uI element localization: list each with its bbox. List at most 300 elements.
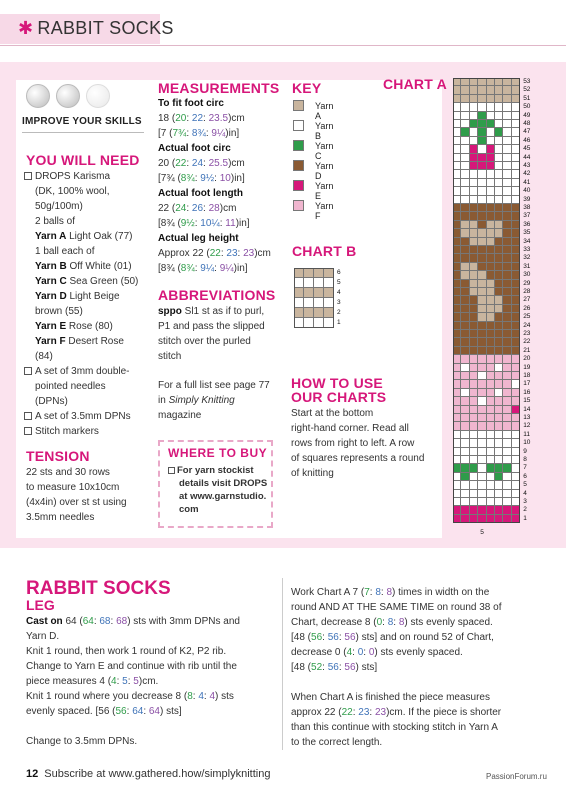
pattern-line	[291, 675, 553, 690]
text-run: 56	[344, 632, 356, 643]
cast-on-label: Cast on	[26, 616, 63, 627]
text-run: 0	[357, 647, 364, 658]
row-number: 48	[523, 120, 531, 127]
text-run: 23	[243, 248, 255, 259]
text-run: :	[194, 263, 201, 274]
pattern-line	[291, 735, 553, 750]
text-run: :	[322, 632, 328, 643]
text-run: 10	[219, 173, 231, 184]
text-run: Work Chart A 7 (	[291, 587, 365, 598]
where-text: at www.garnstudio.	[179, 491, 267, 502]
row-number: 51	[523, 94, 531, 102]
text-run: 68	[99, 616, 111, 627]
text-run: :	[93, 616, 100, 627]
text-run: [48 (	[291, 632, 312, 643]
abbr-def: stitch over the purled	[158, 336, 251, 347]
need-item	[24, 379, 156, 394]
pattern-line	[26, 674, 276, 689]
text-run: :	[352, 707, 359, 718]
row-number: 15	[523, 397, 531, 405]
yarn-ball-icon	[86, 84, 110, 108]
abbreviations-heading: ABBREVIATIONS	[158, 287, 276, 303]
measure-in	[158, 261, 283, 276]
text-run: 28	[208, 203, 220, 214]
text-run: Knit 1 round where you decrease 8 (	[26, 691, 188, 702]
key-heading: KEY	[292, 80, 322, 96]
row-number: 16	[523, 388, 531, 396]
text-run: )cm.	[138, 676, 159, 687]
key-swatch	[293, 120, 304, 131]
column-divider	[282, 578, 283, 750]
text-run: 9½	[200, 173, 215, 184]
abbr-more-line: For a full list see page 77	[158, 380, 270, 391]
pattern-line	[26, 659, 276, 674]
yarn-desc: Off White (01)	[66, 261, 132, 272]
pattern-line	[26, 719, 276, 734]
where-line	[168, 490, 272, 503]
text-run: :	[205, 128, 212, 139]
where-to-buy-text	[168, 464, 272, 516]
where-to-buy-box	[158, 440, 273, 528]
yarn-desc: Sea Green (50)	[66, 276, 139, 287]
key-swatch	[293, 160, 304, 171]
text-run: )in]	[235, 218, 250, 229]
chart-border	[294, 268, 334, 328]
row-number: 37	[523, 212, 531, 220]
row-number: 3	[523, 498, 527, 505]
text-run: 20	[175, 113, 187, 124]
text-run: 23	[374, 707, 387, 718]
row-number: 44	[523, 153, 531, 161]
tension-line: 22 sts and 30 rows	[26, 467, 110, 478]
header-rule	[0, 45, 566, 46]
text-run: 4	[198, 691, 204, 702]
abbr-def: P1 and pass the slipped	[158, 321, 265, 332]
text-run: 10¼	[200, 218, 220, 229]
row-number: 5	[337, 279, 341, 286]
text-run: Chart, decrease 8 (	[291, 617, 377, 628]
row-number: 31	[523, 262, 531, 270]
text-run: 24	[175, 203, 187, 214]
text-run: 8¾	[191, 128, 206, 139]
skills-label: IMPROVE YOUR SKILLS	[22, 116, 142, 127]
text-run: [8¾ (	[158, 218, 181, 229]
text-run: :	[192, 691, 199, 702]
key-label: Yarn E	[315, 181, 334, 201]
abbr-def: Sl1 st as if to purl,	[181, 306, 265, 317]
row-number: 19	[523, 363, 531, 371]
measure-in	[158, 171, 283, 186]
text-run: [8¾ (	[158, 263, 181, 274]
text-run: ) sts	[215, 691, 234, 702]
row-number: 7	[523, 464, 527, 472]
measure-label-text: To fit foot circ	[158, 98, 224, 109]
text-run: :	[363, 647, 369, 658]
pattern-line	[26, 614, 276, 629]
row-number: 35	[523, 229, 531, 237]
need-item	[24, 424, 156, 439]
row-number: 46	[523, 136, 531, 144]
row-number: 36	[523, 220, 531, 228]
text-run: 9½	[180, 218, 195, 229]
text-run: ) sts] and on round 52 of Chart,	[355, 632, 494, 643]
pattern-line	[26, 704, 276, 719]
text-run: piece measures 4 (	[26, 676, 112, 687]
yarn-name: Yarn B	[35, 261, 67, 272]
key-label: Yarn C	[315, 141, 334, 161]
key-label: Yarn B	[315, 121, 334, 141]
pattern-line	[26, 734, 276, 749]
measure-label-text: Actual leg height	[158, 233, 239, 244]
row-number: 2	[337, 309, 341, 316]
row-number: 14	[523, 405, 531, 413]
where-to-buy-heading: WHERE TO BUY	[168, 446, 268, 460]
row-number: 23	[523, 330, 531, 337]
yarn-name: Yarn C	[35, 276, 67, 287]
row-number: 42	[523, 170, 531, 178]
row-number: 2	[523, 506, 527, 514]
text-run: :	[380, 587, 387, 598]
text-run: 0	[376, 617, 383, 628]
row-number: 32	[523, 254, 531, 262]
text-run: :	[186, 203, 192, 214]
text-run: :	[214, 173, 220, 184]
text-run: :	[237, 248, 244, 259]
key-swatch	[293, 200, 304, 211]
row-number: 13	[523, 414, 531, 421]
yarn-desc: Light Beige	[66, 291, 120, 302]
pattern-line	[291, 720, 553, 735]
need-item	[24, 259, 156, 274]
how-to-text	[291, 406, 431, 481]
row-number: 5	[523, 481, 527, 489]
row-number: 39	[523, 195, 531, 203]
page-number: 12	[26, 768, 39, 780]
row-number: 17	[523, 380, 531, 388]
row-number: 45	[523, 145, 531, 153]
text-run: )cm	[219, 203, 237, 214]
need-text: DROPS Karisma	[35, 171, 111, 182]
measure-cm	[158, 246, 283, 261]
need-text: brown (55)	[35, 306, 83, 317]
text-run: :	[338, 632, 345, 643]
how-to-line: Start at the bottom	[291, 408, 374, 419]
where-line	[168, 503, 272, 516]
text-run: 22	[341, 707, 353, 718]
text-run: ) sts evenly spaced.	[374, 647, 463, 658]
pattern-line	[291, 600, 553, 615]
checkbox-icon	[168, 467, 175, 474]
text-run: 9¼	[200, 263, 215, 274]
text-run: ) times in width on the	[392, 587, 490, 598]
pattern-line	[291, 705, 553, 720]
abbr-more-line	[158, 393, 283, 408]
text-run: )cm	[228, 113, 245, 124]
measurements-text	[158, 96, 283, 276]
key-label: Yarn D	[315, 161, 334, 181]
text-run: 9¼	[211, 128, 226, 139]
how-to-line: of squares represents a round	[291, 453, 425, 464]
text-run: :	[352, 647, 358, 658]
need-item	[24, 364, 156, 379]
abbr-line	[158, 304, 283, 319]
text-run: ) sts]	[160, 706, 182, 717]
how-to-line: of knitting	[291, 468, 334, 479]
pattern-line	[291, 615, 553, 630]
key-swatch	[293, 180, 304, 191]
chart-b	[294, 268, 354, 332]
text-run: 20 (	[158, 158, 176, 169]
pattern-title: RABBIT SOCKS	[26, 578, 171, 599]
row-number: 27	[523, 296, 531, 304]
text-run: 18 (	[158, 113, 176, 124]
checkbox-icon	[24, 172, 32, 180]
you-will-need-list	[24, 169, 156, 439]
where-text: For yarn stockist	[177, 465, 254, 476]
how-to-line: rows from right to left. A row	[291, 438, 415, 449]
measure-cm	[158, 111, 283, 126]
text-run: approx 22 (	[291, 707, 342, 718]
text-run: 5	[122, 676, 128, 687]
text-run: :	[186, 113, 192, 124]
text-run: 56	[327, 662, 339, 673]
measure-label	[158, 231, 283, 246]
need-text: (DPNs)	[35, 396, 68, 407]
text-run: 56	[311, 632, 323, 643]
yarn-desc: Light Oak (77)	[66, 231, 133, 242]
row-number: 21	[523, 346, 531, 354]
checkbox-icon	[24, 427, 32, 435]
text-run: 64	[132, 706, 144, 717]
text-run: decrease 0 (	[291, 647, 347, 658]
tension-text	[26, 465, 158, 525]
text-run: ) sts]	[355, 662, 378, 673]
need-text: (84)	[35, 351, 53, 362]
need-text: 2 balls of	[35, 216, 76, 227]
skills-badge	[22, 84, 148, 140]
measurements-heading: MEASUREMENTS	[158, 80, 280, 96]
row-number: 50	[523, 103, 531, 111]
text-run: [7¾ (	[158, 173, 181, 184]
yarn-name: Yarn F	[35, 336, 66, 347]
need-item	[24, 289, 156, 304]
page-footer	[26, 768, 270, 780]
chart-a-heading: CHART A	[383, 76, 447, 92]
abbreviations-more	[158, 378, 283, 423]
pattern-line	[291, 585, 553, 600]
text-run: :	[127, 676, 134, 687]
text-run: :	[110, 616, 117, 627]
tension-heading: TENSION	[26, 448, 90, 464]
need-text: A set of 3.5mm DPNs	[35, 411, 131, 422]
text-run: :	[369, 707, 375, 718]
row-number: 38	[523, 204, 531, 211]
text-run: ) sts evenly spaced.	[404, 617, 493, 628]
abbr-line	[158, 319, 283, 334]
text-run: 64 (	[62, 616, 83, 627]
text-run: Approx 22 (	[158, 248, 210, 259]
text-run: 24	[191, 158, 204, 169]
text-run: :	[186, 158, 192, 169]
text-run: )cm. If the piece is shorter	[386, 707, 502, 718]
text-run: :	[203, 158, 209, 169]
need-item	[24, 304, 156, 319]
text-run: :	[203, 113, 209, 124]
row-number: 53	[523, 78, 531, 85]
text-run: 22 (	[158, 203, 176, 214]
text-run: 56	[344, 662, 356, 673]
row-number: 9	[523, 447, 527, 455]
text-run: 23	[226, 248, 238, 259]
row-number: 40	[523, 187, 531, 195]
row-number: 26	[523, 304, 531, 312]
text-run: )in]	[230, 173, 245, 184]
need-item	[24, 334, 156, 349]
row-number: 20	[523, 355, 531, 363]
need-text: Stitch markers	[35, 426, 99, 437]
text-run: :	[194, 173, 201, 184]
text-run: :	[116, 676, 123, 687]
text-run: 8	[387, 617, 394, 628]
measure-cm	[158, 156, 283, 171]
row-number: 3	[337, 299, 341, 306]
text-run: 7¾	[172, 128, 187, 139]
text-run: :	[393, 617, 399, 628]
text-run: )in]	[233, 263, 248, 274]
pattern-column-1	[26, 614, 276, 749]
abbr-more-line: magazine	[158, 410, 202, 421]
how-to-line: right-hand corner. Read all	[291, 423, 409, 434]
text-run: 23	[358, 707, 370, 718]
text-run: 4	[346, 647, 353, 658]
key-swatch	[293, 100, 304, 111]
abbr-line	[158, 334, 283, 349]
chart-border	[453, 78, 520, 523]
row-number: 1	[337, 319, 341, 326]
row-number: 6	[337, 269, 341, 276]
measure-label	[158, 96, 283, 111]
text-run: :	[338, 662, 345, 673]
key-swatch	[293, 140, 304, 151]
measure-label	[158, 141, 283, 156]
watermark: PassionForum.ru	[486, 772, 547, 781]
text-run: 11	[225, 218, 236, 229]
text-run: 8	[187, 691, 193, 702]
row-number: 52	[523, 86, 531, 94]
row-number: 22	[523, 338, 531, 346]
text-run: in	[158, 395, 169, 406]
abbr-def: stitch	[158, 351, 182, 362]
text-run: 8¾	[180, 173, 195, 184]
measure-label-text: Actual foot length	[158, 188, 243, 199]
need-item	[24, 184, 156, 199]
measure-label	[158, 186, 283, 201]
yarn-desc: Rose (80)	[66, 321, 113, 332]
measure-cm	[158, 201, 283, 216]
text-run: 56	[327, 632, 339, 643]
text-run: 64	[148, 706, 160, 717]
where-line	[168, 477, 272, 490]
text-run: 0	[368, 647, 375, 658]
row-number: 29	[523, 279, 531, 287]
text-run: Change to Yarn E and continue with rib until the	[26, 661, 237, 672]
text-run: )cm	[254, 248, 271, 259]
row-number: 34	[523, 237, 531, 245]
yarn-desc: Desert Rose	[65, 336, 124, 347]
need-item	[24, 244, 156, 259]
text-run: than this continue with stocking stitch in Yarn A	[291, 722, 498, 733]
row-number: 25	[523, 313, 531, 321]
need-item	[24, 409, 156, 424]
tension-line: 3.5mm needles	[26, 512, 95, 523]
row-number: 8	[523, 456, 527, 463]
need-item	[24, 394, 156, 409]
tension-line: (4x4in) over st st using	[26, 497, 127, 508]
text-run: 9¼	[219, 263, 234, 274]
text-run: :	[203, 203, 209, 214]
column-number: 5	[480, 529, 484, 537]
magazine-name: Simply Knitting	[168, 395, 235, 406]
yarn-ball-icon	[26, 84, 50, 108]
row-number: 30	[523, 271, 531, 279]
text-run: :	[214, 263, 220, 274]
text-run: 8	[386, 587, 392, 598]
row-number: 12	[523, 422, 531, 430]
text-run: 4	[209, 691, 216, 702]
text-run: [7 (	[158, 128, 173, 139]
text-run: 7	[364, 587, 370, 598]
text-run: 8	[398, 617, 405, 628]
measure-in	[158, 216, 283, 231]
text-run: 22	[191, 113, 204, 124]
text-run: to the correct length.	[291, 737, 383, 748]
need-item	[24, 229, 156, 244]
text-run: 8	[375, 587, 381, 598]
page-title: ✱ RABBIT SOCKS	[18, 18, 174, 38]
row-number: 6	[523, 472, 527, 480]
yarn-name: Yarn A	[35, 231, 67, 242]
text-run: 5	[133, 676, 139, 687]
where-line	[168, 464, 272, 477]
text-run: 56	[115, 706, 127, 717]
text-run: 52	[311, 662, 323, 673]
measure-label-text: Actual foot circ	[158, 143, 231, 154]
row-number: 4	[523, 489, 527, 497]
yarn-name: Yarn D	[35, 291, 67, 302]
text-run: [48 (	[291, 662, 312, 673]
text-run: 22	[175, 158, 187, 169]
asterisk-icon: ✱	[18, 18, 34, 38]
row-number: 43	[523, 162, 531, 169]
text-run: :	[126, 706, 133, 717]
row-number: 1	[523, 514, 527, 522]
text-run: evenly spaced. [56 (	[26, 706, 116, 717]
row-number: 24	[523, 321, 531, 329]
pattern-subtitle: LEG	[26, 597, 55, 613]
need-item	[24, 214, 156, 229]
footer-link[interactable]: Subscribe at www.gathered.how/simplyknitting	[44, 768, 271, 780]
need-item	[24, 349, 156, 364]
row-number: 18	[523, 372, 531, 379]
where-text: com	[179, 504, 199, 515]
tension-line: to measure 10x10cm	[26, 482, 120, 493]
pattern-column-2	[291, 585, 553, 750]
key-label: Yarn F	[315, 201, 334, 221]
text-run: 8¾	[180, 263, 195, 274]
yarn-ball-icon	[56, 84, 80, 108]
need-item	[24, 319, 156, 334]
text-run: 22	[209, 248, 221, 259]
